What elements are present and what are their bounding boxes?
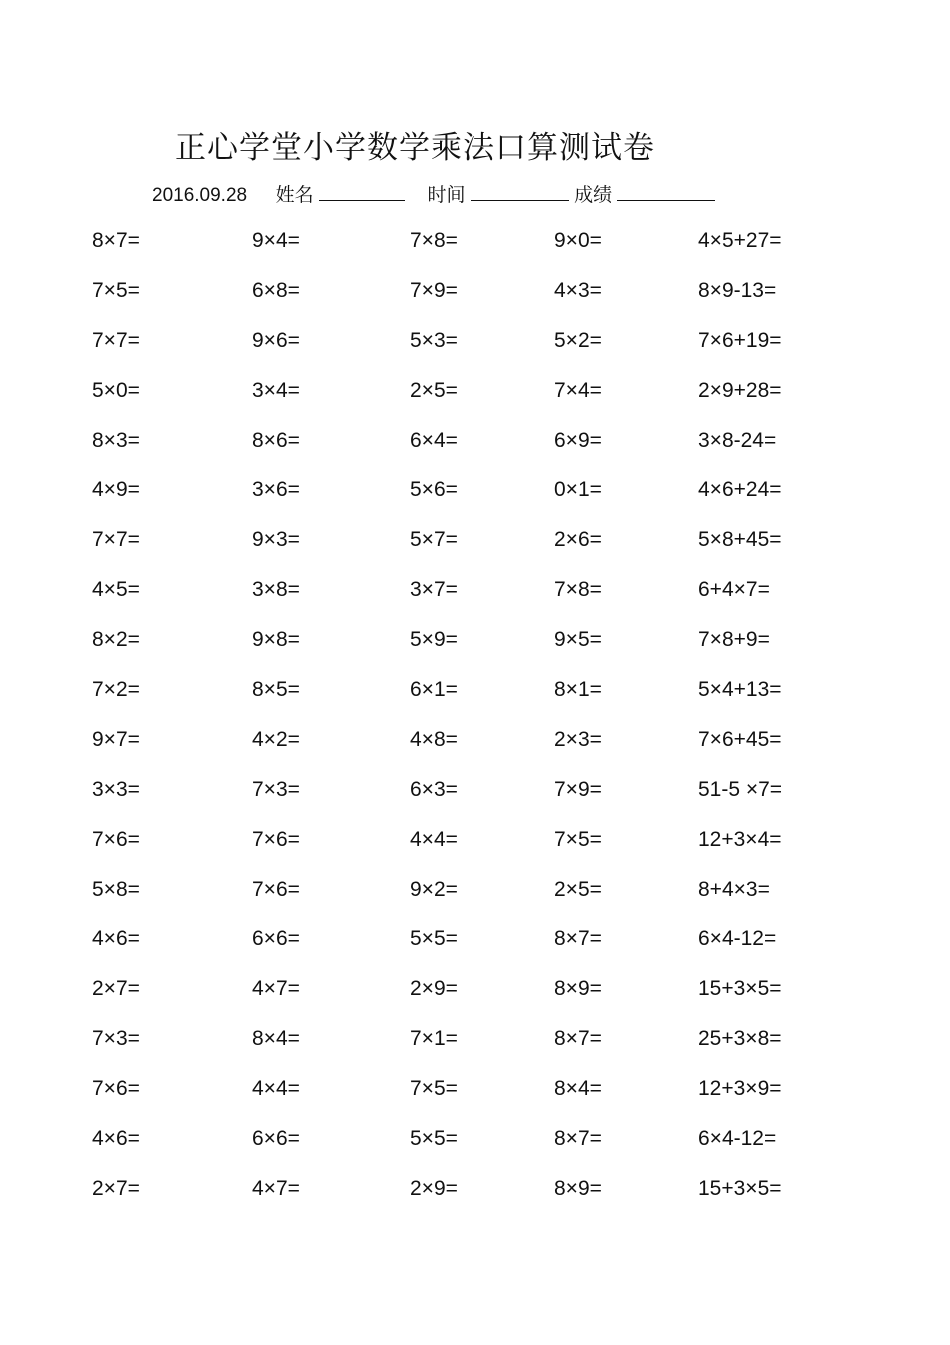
problem-item: 25+3×8=: [698, 1027, 782, 1051]
problem-item: 3×6=: [252, 478, 300, 502]
problem-item: 2×6=: [554, 528, 602, 552]
problem-item: 8×4=: [554, 1077, 602, 1101]
problem-item: 7×6+45=: [698, 727, 782, 751]
problem-item: 3×8-24=: [698, 428, 777, 452]
problem-item: 8×7=: [554, 1127, 602, 1151]
problem-item: 4×4=: [410, 827, 458, 851]
problem-item: 7×8=: [410, 229, 458, 252]
problem-item: 7×5=: [554, 827, 602, 851]
problem-item: 7×9=: [410, 278, 458, 302]
problem-item: 4×5=: [92, 578, 140, 602]
problem-item: 4×5+27=: [698, 229, 782, 252]
name-label: 姓名: [275, 185, 314, 206]
problem-item: 4×6=: [92, 1127, 140, 1151]
problem-item: 7×5=: [92, 278, 140, 302]
problem-item: 6×4-12=: [698, 927, 777, 951]
problem-item: 7×1=: [410, 1027, 458, 1051]
problem-item: 7×3=: [92, 1027, 140, 1051]
problem-item: 9×4=: [252, 229, 300, 252]
problem-item: 7×6=: [92, 827, 140, 851]
problem-item: 5×9=: [410, 628, 458, 652]
problem-item: 8×9-13=: [698, 278, 777, 302]
problem-item: 2×5=: [410, 378, 458, 402]
problem-item: 6×4=: [410, 428, 458, 452]
problem-item: 15+3×5=: [698, 1176, 782, 1200]
problem-item: 4×9=: [92, 478, 140, 502]
problem-item: 7×8+9=: [698, 628, 770, 652]
problem-item: 8×5=: [252, 678, 300, 702]
problem-item: 4×4=: [252, 1077, 300, 1101]
problem-item: 3×8=: [252, 578, 300, 602]
problem-item: 7×6=: [92, 1077, 140, 1101]
name-blank[interactable]: [319, 182, 405, 201]
problem-item: 8×7=: [92, 229, 140, 252]
problem-item: 2×3=: [554, 727, 602, 751]
problem-item: 7×5=: [410, 1077, 458, 1101]
problem-item: 6×8=: [252, 278, 300, 302]
test-date: 2016.09.28: [152, 185, 248, 206]
problem-item: 7×7=: [92, 528, 140, 552]
problem-item: 4×7=: [252, 977, 300, 1001]
problem-item: 6×6=: [252, 1127, 300, 1151]
problem-item: 9×3=: [252, 528, 300, 552]
problem-item: 5×7=: [410, 528, 458, 552]
info-line: [152, 180, 715, 207]
problem-item: 5×8+45=: [698, 528, 782, 552]
problem-item: 4×8=: [410, 727, 458, 751]
problem-item: 6×6=: [252, 927, 300, 951]
problem-item: 9×2=: [410, 877, 458, 901]
problem-item: 2×9=: [410, 977, 458, 1001]
problem-item: 9×8=: [252, 628, 300, 652]
score-blank[interactable]: [617, 182, 715, 201]
problem-item: 7×4=: [554, 378, 602, 402]
problem-item: 7×3=: [252, 777, 300, 801]
problem-item: 7×2=: [92, 678, 140, 702]
problem-item: 7×6=: [252, 877, 300, 901]
problem-item: 8×1=: [554, 678, 602, 702]
problem-item: 2×7=: [92, 977, 140, 1001]
problem-item: 8×9=: [554, 1176, 602, 1200]
problem-item: 6+4×7=: [698, 578, 770, 602]
problem-item: 2×9=: [410, 1176, 458, 1200]
problem-item: 0×1=: [554, 478, 602, 502]
problem-item: 4×7=: [252, 1176, 300, 1200]
problem-item: 9×6=: [252, 328, 300, 352]
page-title: 正心学堂小学数学乘法口算测试卷: [175, 130, 655, 166]
problem-item: 5×0=: [92, 378, 140, 402]
problem-item: 8+4×3=: [698, 877, 770, 901]
problem-item: 8×7=: [554, 927, 602, 951]
problem-item: 5×5=: [410, 927, 458, 951]
problem-item: 4×6+24=: [698, 478, 782, 502]
problem-item: 7×8=: [554, 578, 602, 602]
problem-item: 4×6=: [92, 927, 140, 951]
problem-item: 51-5 ×7=: [698, 777, 783, 801]
problem-item: 4×2=: [252, 727, 300, 751]
problem-item: 7×6+19=: [698, 328, 782, 352]
problem-item: 5×2=: [554, 328, 602, 352]
problem-item: 12+3×9=: [698, 1077, 782, 1101]
problem-item: 2×7=: [92, 1176, 140, 1200]
problem-item: 8×4=: [252, 1027, 300, 1051]
problem-item: 12+3×4=: [698, 827, 782, 851]
problem-item: 7×9=: [554, 777, 602, 801]
problem-item: 6×4-12=: [698, 1127, 777, 1151]
problem-item: 8×2=: [92, 628, 140, 652]
problem-item: 8×6=: [252, 428, 300, 452]
problem-item: 8×7=: [554, 1027, 602, 1051]
problem-item: 5×5=: [410, 1127, 458, 1151]
problem-item: 9×5=: [554, 628, 602, 652]
score-label: 成绩: [574, 185, 613, 206]
problem-item: 5×4+13=: [698, 678, 782, 702]
problem-item: 7×6=: [252, 827, 300, 851]
time-blank[interactable]: [471, 182, 569, 201]
problem-item: 8×9=: [554, 977, 602, 1001]
problem-item: 5×6=: [410, 478, 458, 502]
problem-item: 3×4=: [252, 378, 300, 402]
problem-item: 7×7=: [92, 328, 140, 352]
problem-item: 15+3×5=: [698, 977, 782, 1001]
problem-item: 5×3=: [410, 328, 458, 352]
problem-item: 8×3=: [92, 428, 140, 452]
problem-item: 6×9=: [554, 428, 602, 452]
problem-item: 4×3=: [554, 278, 602, 302]
problem-item: 3×3=: [92, 777, 140, 801]
problem-item: 2×5=: [554, 877, 602, 901]
problem-item: 9×7=: [92, 727, 140, 751]
time-label: 时间: [427, 185, 466, 206]
problem-item: 9×0=: [554, 229, 602, 252]
problem-item: 3×7=: [410, 578, 458, 602]
problem-item: 5×8=: [92, 877, 140, 901]
problem-item: 6×3=: [410, 777, 458, 801]
problem-item: 2×9+28=: [698, 378, 782, 402]
problem-item: 6×1=: [410, 678, 458, 702]
